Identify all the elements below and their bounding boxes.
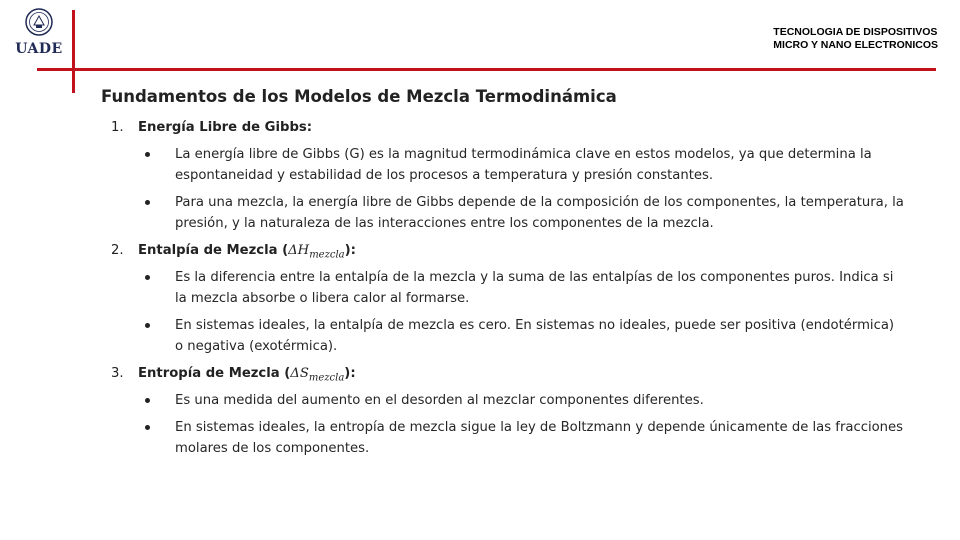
section-heading: [111, 117, 926, 138]
section-gibbs: [111, 117, 926, 234]
section-heading: [111, 363, 926, 384]
red-horizontal-divider: [37, 68, 936, 71]
section-number: 2.: [111, 243, 124, 258]
course-title-line-1: TECNOLOGIA DE DISPOSITIVOS: [773, 26, 938, 38]
section-number: 1.: [111, 120, 124, 135]
section-heading-text: Entropía de Mezcla (: [138, 366, 291, 381]
math-subscript: mezcla: [309, 249, 345, 261]
entropy-symbol: [290, 366, 345, 384]
list-item: La energía libre de Gibbs (G) es la magnitud termodinámica clave en estos modelos, ya que determina la espontaneidad y estabilidad de los procesos a temperatura y presión constantes.: [111, 144, 926, 186]
logo-text: UADE: [15, 41, 63, 57]
math-symbol: ΔH: [288, 243, 310, 258]
section-heading-text: Entalpía de Mezcla (: [138, 243, 289, 258]
red-vertical-divider: [72, 10, 75, 93]
university-seal-icon: [25, 8, 53, 36]
math-subscript: mezcla: [308, 372, 345, 384]
section-heading: [111, 240, 926, 261]
section-entropy: [111, 363, 926, 459]
list-item: En sistemas ideales, la entropía de mezcla sigue la ley de Boltzmann y depende únicamente de las fracciones molares de los componentes.: [111, 417, 926, 459]
enthalpy-symbol: [288, 243, 345, 261]
page-title: Fundamentos de los Modelos de Mezcla Termodinámica: [101, 87, 617, 106]
bullet-list: [111, 390, 926, 459]
course-title: [773, 26, 938, 52]
content-list: [111, 117, 926, 465]
bullet-list: [111, 267, 926, 357]
course-title-line-2: MICRO Y NANO ELECTRONICOS: [773, 39, 938, 51]
math-symbol: ΔS: [290, 366, 309, 381]
section-heading-end: ):: [344, 243, 356, 258]
list-item: Es la diferencia entre la entalpía de la mezcla y la suma de las entalpías de los componentes puros. Indica si la mezcla absorbe o libera calor al formarse.: [111, 267, 926, 309]
section-heading-end: ):: [344, 366, 356, 381]
list-item: Para una mezcla, la energía libre de Gibbs depende de la composición de los componentes, la temperatura, la presión, y la naturaleza de las interacciones entre los componentes de la mezcla.: [111, 192, 926, 234]
list-item: Es una medida del aumento en el desorden al mezclar componentes diferentes.: [111, 390, 926, 411]
section-heading-text: Energía Libre de Gibbs:: [138, 120, 313, 135]
section-number: 3.: [111, 366, 124, 381]
bullet-list: [111, 144, 926, 234]
section-enthalpy: [111, 240, 926, 357]
list-item: En sistemas ideales, la entalpía de mezcla es cero. En sistemas no ideales, puede ser positiva (endotérmica) o negativa (exotérmica).: [111, 315, 926, 357]
uade-logo: [10, 8, 68, 58]
